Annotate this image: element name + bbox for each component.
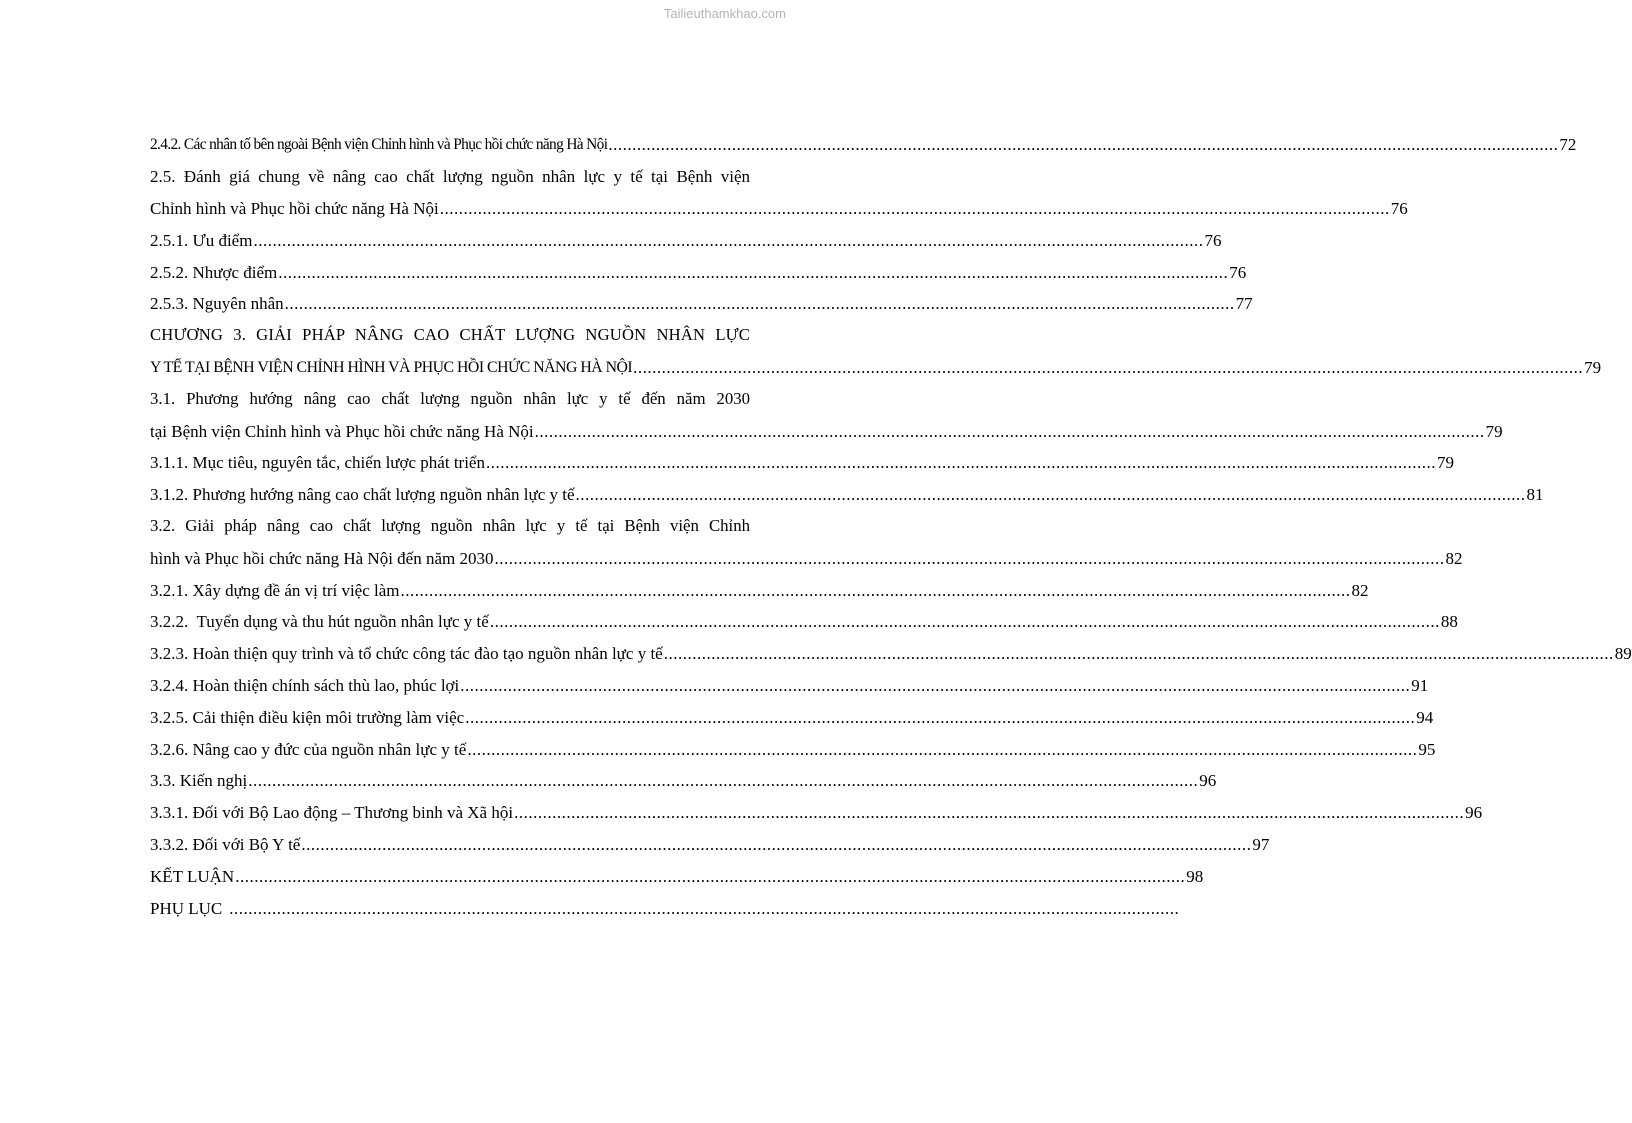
- toc-entry[interactable]: [150, 574, 1369, 606]
- toc-entry-title: 3.2. Giải pháp nâng cao chất lượng nguồn nhân lực y tế tại Bệnh viện Chỉnh: [150, 516, 750, 536]
- toc-entry-title: tại Bệnh viện Chỉnh hình và Phục hồi chức năng Hà Nội: [150, 421, 534, 441]
- toc-entry[interactable]: [150, 860, 1204, 892]
- toc-entry[interactable]: [150, 542, 1463, 574]
- toc-entry-title: 2.5.3. Nguyên nhân: [150, 294, 284, 314]
- dot-leader: ........................................................................................................................................................................................................: [278, 262, 1229, 282]
- toc-entry[interactable]: [150, 447, 1454, 479]
- toc-entry[interactable]: [150, 352, 1602, 384]
- toc-entry[interactable]: [150, 256, 1247, 288]
- toc-entry-title: PHỤ LỤC: [150, 898, 223, 918]
- dot-leader: ........................................................................................................................................................................................................: [439, 198, 1390, 218]
- dot-leader: ........................................................................................................................................................................................................: [467, 739, 1418, 759]
- dot-leader: ........................................................................................................................................................................................................: [465, 707, 1416, 727]
- toc-entry[interactable]: [150, 638, 1632, 670]
- toc-entry[interactable]: [150, 892, 1180, 924]
- toc-page-number: 96: [1465, 803, 1483, 823]
- toc-entry-line[interactable]: [150, 320, 750, 352]
- toc-entry[interactable]: [150, 415, 1503, 447]
- dot-leader: ........................................................................................................................................................................................................: [514, 803, 1465, 823]
- dot-leader: ........................................................................................................................................................................................................: [608, 135, 1559, 155]
- watermark: Tailieuthamkhao.com: [663, 6, 786, 21]
- toc-entry[interactable]: [150, 701, 1434, 733]
- toc-entry-title: 3.2.2. Tuyển dụng và thu hút nguồn nhân lực y tế: [150, 612, 489, 632]
- toc-entry-title: 2.5.2. Nhược điểm: [150, 262, 278, 282]
- dot-leader: ........................................................................................................................................................................................................: [229, 898, 1180, 918]
- toc-entry-title: 3.3. Kiến nghị: [150, 771, 248, 791]
- toc-entry-title: 3.3.1. Đối với Bộ Lao động – Thương binh và Xã hội: [150, 803, 514, 823]
- toc-entry-title: KẾT LUẬN: [150, 866, 235, 886]
- toc-entry-line[interactable]: [150, 511, 750, 543]
- dot-leader: ........................................................................................................................................................................................................: [663, 644, 1614, 664]
- dot-leader: ........................................................................................................................................................................................................: [301, 834, 1252, 854]
- dot-leader: ........................................................................................................................................................................................................: [460, 675, 1411, 695]
- toc-entry[interactable]: [150, 670, 1429, 702]
- toc-entry[interactable]: [150, 606, 1458, 638]
- toc-page-number: 76: [1390, 198, 1408, 218]
- toc-page-number: 79: [1584, 357, 1602, 377]
- toc-page-number: 95: [1418, 739, 1436, 759]
- dot-leader: ........................................................................................................................................................................................................: [534, 421, 1485, 441]
- toc-entry-title: hình và Phục hồi chức năng Hà Nội đến năm 2030: [150, 548, 494, 568]
- toc-entry-title: 3.2.4. Hoàn thiện chính sách thù lao, phúc lợi: [150, 675, 460, 695]
- toc-entry[interactable]: [150, 193, 1408, 225]
- toc-entry-title: 2.5. Đánh giá chung về nâng cao chất lượng nguồn nhân lực y tế tại Bệnh viện: [150, 167, 750, 187]
- toc-page-number: 91: [1411, 675, 1429, 695]
- toc-entry[interactable]: [150, 288, 1253, 320]
- toc-entry[interactable]: [150, 479, 1544, 511]
- toc-entry[interactable]: [150, 733, 1436, 765]
- toc-entry-title: 2.4.2. Các nhân tố bên ngoài Bệnh viện Chỉnh hình và Phục hồi chức năng Hà Nội: [150, 136, 608, 154]
- dot-leader: ........................................................................................................................................................................................................: [253, 230, 1204, 250]
- toc-page-number: 89: [1614, 644, 1632, 664]
- toc-entry[interactable]: [150, 765, 1217, 797]
- dot-leader: ........................................................................................................................................................................................................: [485, 453, 1436, 473]
- toc-entry-title: 3.1. Phương hướng nâng cao chất lượng nguồn nhân lực y tế đến năm 2030: [150, 388, 750, 408]
- toc-page-number: 76: [1204, 230, 1222, 250]
- toc-page-number: 88: [1440, 612, 1458, 632]
- dot-leader: ........................................................................................................................................................................................................: [284, 294, 1235, 314]
- toc-entry-title: 3.2.1. Xây dựng đề án vị trí việc làm: [150, 580, 400, 600]
- toc-entry[interactable]: [150, 224, 1222, 256]
- toc-entry-title: Y TẾ TẠI BỆNH VIỆN CHỈNH HÌNH VÀ PHỤC HỒI CHỨC NĂNG HÀ NỘI: [150, 358, 633, 376]
- toc-page-number: 76: [1229, 262, 1247, 282]
- toc-entry[interactable]: [150, 797, 1483, 829]
- dot-leader: ........................................................................................................................................................................................................: [494, 548, 1445, 568]
- toc-page-number: 81: [1526, 485, 1544, 505]
- toc-entry-title: Chỉnh hình và Phục hồi chức năng Hà Nội: [150, 198, 439, 218]
- toc-entry-title: 3.2.5. Cải thiện điều kiện môi trường làm việc: [150, 707, 465, 727]
- toc-page-number: 94: [1416, 707, 1434, 727]
- toc-page-number: 79: [1485, 421, 1503, 441]
- toc-entry[interactable]: [150, 129, 1577, 161]
- table-of-contents: [150, 129, 1632, 924]
- toc-page-number: 79: [1436, 453, 1454, 473]
- dot-leader: ........................................................................................................................................................................................................: [235, 866, 1186, 886]
- toc-page-number: 98: [1186, 866, 1204, 886]
- toc-entry-title: 3.1.2. Phương hướng nâng cao chất lượng nguồn nhân lực y tế: [150, 485, 575, 505]
- toc-entry-title: 3.3.2. Đối với Bộ Y tế: [150, 834, 301, 854]
- dot-leader: ........................................................................................................................................................................................................: [400, 580, 1351, 600]
- toc-page-number: 96: [1199, 771, 1217, 791]
- toc-entry-title: 2.5.1. Ưu điểm: [150, 230, 253, 250]
- dot-leader: ........................................................................................................................................................................................................: [575, 485, 1526, 505]
- toc-entry-title: CHƯƠNG 3. GIẢI PHÁP NÂNG CAO CHẤT LƯỢNG NGUỒN NHÂN LỰC: [150, 325, 750, 345]
- toc-page-number: 82: [1445, 548, 1463, 568]
- toc-entry-title: 3.1.1. Mục tiêu, nguyên tắc, chiến lược phát triển: [150, 453, 485, 473]
- dot-leader: ........................................................................................................................................................................................................: [248, 771, 1199, 791]
- toc-page-number: 72: [1559, 135, 1577, 155]
- toc-entry[interactable]: [150, 829, 1270, 861]
- dot-leader: ........................................................................................................................................................................................................: [633, 357, 1584, 377]
- toc-page-number: 77: [1235, 294, 1253, 314]
- toc-entry-title: 3.2.3. Hoàn thiện quy trình và tổ chức công tác đào tạo nguồn nhân lực y tế: [150, 644, 663, 664]
- toc-entry-line[interactable]: [150, 161, 750, 193]
- toc-page-number: 82: [1351, 580, 1369, 600]
- toc-entry-title: 3.2.6. Nâng cao y đức của nguồn nhân lực y tế: [150, 739, 467, 759]
- toc-page-number: 97: [1252, 834, 1270, 854]
- dot-leader: ........................................................................................................................................................................................................: [489, 612, 1440, 632]
- toc-entry-line[interactable]: [150, 383, 750, 415]
